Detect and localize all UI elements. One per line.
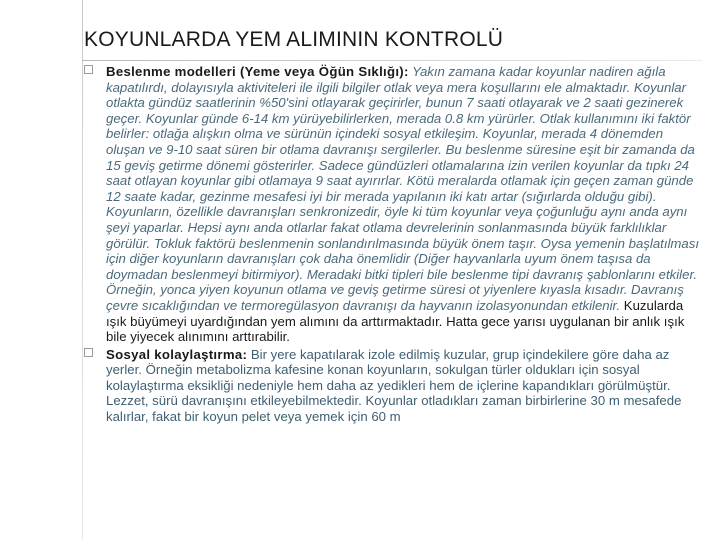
bullet-plain-text: Kuzularda ışık büyümeyi uyardığından yem alımını da arttırmaktadır. Hatta gece yarısı uygulanan bir anlık ışık bile yiyecek alınımını arttırabilir.	[106, 297, 685, 345]
bullet-square-icon	[84, 65, 93, 74]
bullet-social-facilitation	[106, 347, 702, 425]
bullet-italic-text: Yakın zamana kadar koyunlar nadiren ağıla kapatılırdı, dolayısıyla aktiviteleri ile ilgili bilgiler otlak veya mera koşullarını ele almaktadır. Koyunlar otlakta gündüz saatlerinin %50'sini otlayarak geçirirler, bunun 7 saati otlayarak ve 2 saati gezinerek geçer. Koyunlar günde 6-14 km yürüyebilirlerken, merada 0.8 km yürürler. Otlak kullanımını iki faktör belirler: otlağa alışkın olma ve sürünün içindeki sosyal etkileşim. Koyunlar, merada 4 dönemden oluşan ve 9-10 saat süren bir otlama davranışı sergilerler. Bu beslenme süresine eşit bir zamanda da 15 geviş getirme dönemi gösterirler. Sadece gündüzleri otlamalarına izin verilen koyunlar da tıpkı 24 saat otlayan koyunlar gibi otlamaya 9 saat ayırırlar. Kötü meralarda otlamak için geçen zaman günde 12 saate kadar, gezinme mesafesi iyi bir merada yapılanın iki katı artar (sığırlarda olduğu gibi). Koyunların, özellikle davranışları senkronizedir, öyle ki tüm koyunlar veya çoğunluğu aynı anda aynı şeyi yaparlar. Hepsi aynı anda otlarlar fakat otlama devrelerinin sonlanmasında büyük farklılıklar görülür. Tokluk faktörü beslenmenin sonlandırılmasında büyük önem taşır. Oysa yemenin başlatılması için diğer koyunların davranışları çok daha önemlidir (Diğer hayvanlarla uyum önem taşısa da doymadan beslenmeyi bitirmiyor). Meradaki bitki tipleri bile beslenme tipi davranış şablonlarını etkiler. Örneğin, yonca yiyen koyunun otlama ve geviş getirme süresi ot yiyenlere kıyasla kısadır. Davranış çevre sıcaklığından ve termoregülasyon davranışı da hayvanın izolasyonundan etkilenir.	[106, 64, 699, 313]
slide-title: KOYUNLARDA YEM ALIMININ KONTROLÜ	[84, 28, 504, 51]
bullet-square-icon	[84, 348, 93, 357]
bullet-body-text: Bir yere kapatılarak izole edilmiş kuzular, grup içindekilere göre daha az yerler. Örneğin metabolizma kafesine konan koyunların, sokulgan türler oldukları için sosyal kolaylaştırma eksikliği nedeniyle hem daha az yedikleri hem de içlerine kapandıkları görülmüştür. Lezzet, sürü davranışını etkileyebilmektedir. Koyunlar otladıkları zaman birbirlerine 30 m mesafede kalırlar, fakat bir koyun pelet veya yemek için 60 m	[106, 346, 682, 425]
vertical-rule	[82, 0, 83, 540]
title-underline	[82, 60, 702, 61]
slide-content	[106, 64, 702, 425]
bullet-feeding-patterns	[106, 64, 702, 345]
bullet-heading: Beslenme modelleri (Yeme veya Öğün Sıklığı):	[106, 64, 409, 79]
bullet-heading: Sosyal kolaylaştırma:	[106, 346, 248, 362]
